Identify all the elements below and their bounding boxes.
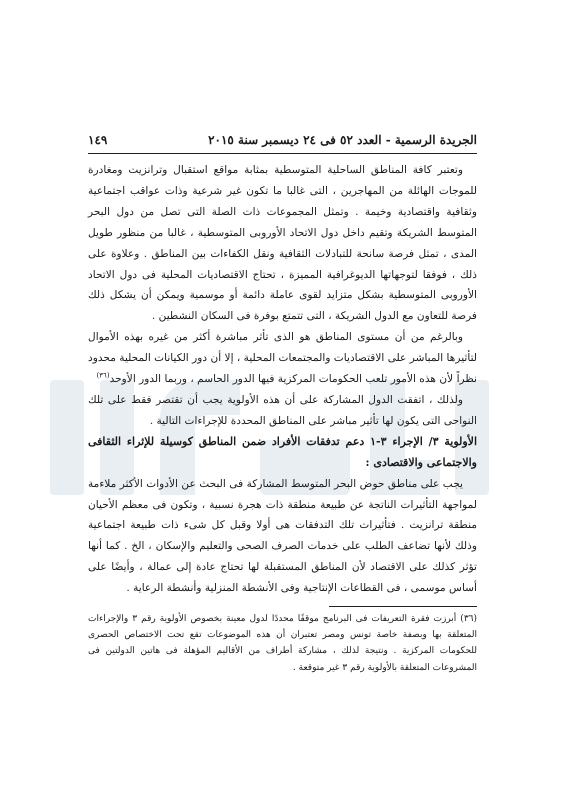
footnote-text: (٣٦) أبرزت فقرة التعريفات فى البرنامج موقفًا محددًا لدول معينة بخصوص الأولوية رقم ٣ والإجراءات المتعلقة بها وبصفة خاصة تونس ومصر تعتبران أن هذه الموضوعات تقع تحت الاختصاص الحصرى للحكومات المركزية . ونتيجة لذلك ، مشاركة أطراف من الأقاليم المؤهلة فى هاتين الدولتين فى المشروعات المتعلقة بالأولوية رقم ٣ غير متوقعة . — [88, 614, 477, 673]
footnote — [88, 611, 477, 676]
footnote-ref: (٣٦) — [96, 371, 110, 380]
header-title: الجريدة الرسمية - العدد ٥٢ فى ٢٤ ديسمبر سنة ٢٠١٥ — [208, 133, 477, 147]
footnote-rule — [329, 606, 477, 607]
paragraph-2-text: وبالرغم من أن مستوى المناطق هو الذى تأثر مباشرة أكثر من غيره بهذه الأموال لتأثيرها المباشر على الاقتصاديات والمجتمعات المحلية ، إلا أن دور الكيانات المحلية محدود نظراً لأن هذه الأمور تلعب الحكومات المركزية فيها الدور الحاسم ، وربما الدور الأوحد — [88, 331, 477, 386]
body-text — [88, 160, 477, 599]
page-header — [88, 133, 477, 147]
section-heading: الأولوية ٣/ الإجراء ٣-١ دعم تدفقات الأفراد ضمن المناطق كوسيلة للإثراء الثقافى والاجتماعى والاقتصادى : — [88, 434, 478, 469]
header-rule — [88, 153, 477, 154]
paragraph-3: ولذلك ، اتفقت الدول المشاركة على أن هذه الأولوية يجب أن تقتصر فقط على تلك النواحى التى يكون لها تأثير مباشر على المناطق المحددة للإجراءات التالية . — [88, 393, 477, 427]
paragraph-1: وتعتبر كافة المناطق الساحلية المتوسطية بمثابة مواقع استقبال وترانزيت ومغادرة للموجات الهائلة من المهاجرين ، التى غالبا ما تكون غير شرعية وذات عواقب اجتماعية وثقافية واقتصادية وخيمة . وتمثل المجموعات ذات الصلة التى تصل من دول البحر المتوسط الشريكة وتقيم داخل دول الاتحاد الأوروبى المتوسطية ، غالبا من منظور طويل المدى ، تمثل فرصة سانحة للتبادلات الثقافية ونقل الكفاءات بين المناطق . وعلاوة على ذلك ، فوفقا لتوجهاتها الديوغرافية المميزة ، تحتاج الاقتصاديات المحلية فى دول الاتحاد الأوروبى المتوسطية بشكل متزايد لقوى عاملة دائمة أو موسمية ويمكن أن يشكل ذلك فرصة للتعاون مع الدول الشريكة ، التى تتمتع بوفرة فى السكان النشطين . — [88, 164, 477, 323]
paragraph-4: يجب على مناطق حوض البحر المتوسط المشاركة فى البحث عن الأدوات الأكثر ملاءمة لمواجهة التأثيرات الناتجة عن طبيعة منطقة ذات هجرة نسبية ، وتكون فى معظم الأحيان منطقة ترانزيت . فتأثيرات تلك التدفقات هى أولا وقبل كل شىء ذات طبيعة اجتماعية وذلك لأنها تضاعف الطلب على خدمات الصرف الصحى والتعليم والإسكان ، الخ . كما أنها تؤثر كذلك على الاقتصاد لأن المناطق المستقبلة لها تحتاج عادة إلى عمالة ، وأيضًا على أساس موسمى ، فى القطاعات الإنتاجية وفى الأنشطة المنزلية وأنشطة الرعاية . — [88, 477, 477, 595]
paragraph-2 — [88, 327, 477, 390]
page-number: ١٤٩ — [88, 133, 108, 147]
